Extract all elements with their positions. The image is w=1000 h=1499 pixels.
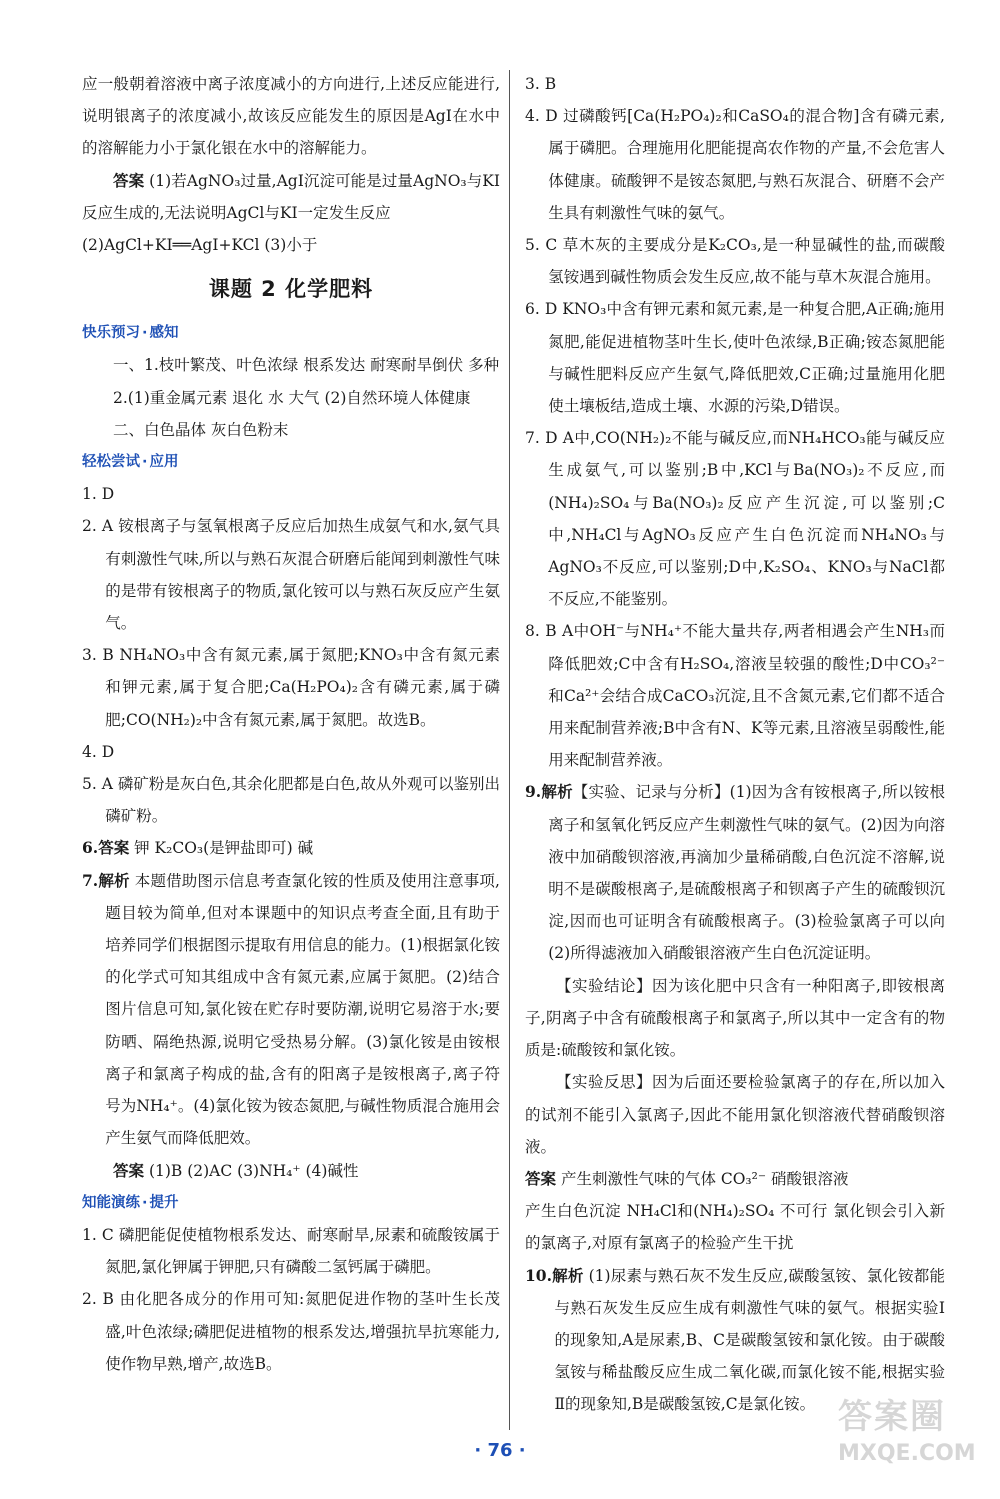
section-subtitle: 提升 <box>149 1194 179 1211</box>
preview-item-2: 2.(1)重金属元素 退化 水 大气 (2)自然环境人体健康 <box>113 388 471 407</box>
watermark-text: 答案圈 <box>838 1397 946 1437</box>
question-7-answer <box>82 1155 500 1187</box>
section-heading-practice <box>82 1187 500 1219</box>
section-title: 知能演练 <box>82 1194 140 1211</box>
question-2: 2. A 铵根离子与氢氧根离子反应后加热生成氨气和水,氨气具有刺激性气味,所以与熟石灰混合研磨后能闻到刺激性气味的是带有铵根离子的物质,氯化铵可以与熟石灰反应产生氨气。 <box>82 517 500 633</box>
section-heading-try <box>82 446 500 478</box>
analysis-text: 本题借助图示信息考查氯化铵的性质及使用注意事项,题目较为简单,但对本课题中的知识点考查全面,且有助于培养同学们根据图示提取有用信息的能力。(1)根据氯化铵的化学式可知其组成中含有氮元素,应属于氮肥。(2)结合图片信息可知,氯化铵在贮存时要防潮,说明它易溶于水;要防晒、隔绝热源,说明它受热易分解。(3)氯化铵是由铵根离子和氯离子构成的盐,含有的阳离子是铵根离子,离子符号为NH₄⁺。(4)氯化铵为铵态氮肥,与碱性物质混合施用会产生氨气而降低肥效。 <box>105 871 500 1148</box>
practice-9-answer-2: 产生白色沉淀 NH₄Cl和(NH₄)₂SO₄ 不可行 氯化钡会引入新的氯离子,对原有氯离子的检验产生干扰 <box>525 1202 945 1253</box>
page-number: · 76 · <box>474 1440 526 1461</box>
answer-text: (1)B (2)AC (3)NH₄⁺ (4)碱性 <box>144 1161 359 1180</box>
experiment-conclusion: 【实验结论】因为该化肥中只含有一种阳离子,即铵根离子,阴离子中含有硫酸根离子和氯离子,所以其中一定含有的物质是:硫酸铵和氯化铵。 <box>525 976 945 1060</box>
answer-text: 钾 K₂CO₃(是钾盐即可) 碱 <box>129 839 314 858</box>
answer-label: 答案 <box>113 170 145 190</box>
answer-block <box>82 165 500 229</box>
section-separator: · <box>142 454 148 471</box>
question-number: 6. <box>82 838 99 858</box>
practice-2: 2. B 由化肥各成分的作用可知:氮肥促进作物的茎叶生长茂盛,叶色浓绿;磷肥促进植物的根系发达,增强抗旱抗寒能力,使作物早熟,增产,故选B。 <box>82 1290 500 1373</box>
section-title: 快乐预习 <box>82 325 140 342</box>
section-subtitle: 感知 <box>149 325 179 342</box>
section-separator: · <box>142 1194 148 1211</box>
analysis-text: (1)尿素与熟石灰不发生反应,碳酸氢铵、氯化铵都能与熟石灰发生反应生成有刺激性气味的氨气。根据实验Ⅰ的现象知,A是尿素,B、C是碳酸氢铵和氯化铵。由于碳酸氢铵与稀盐酸反应生成二氧化碳,而氯化铵不能,根据实验Ⅱ的现象知,B是碳酸氢铵,C是氯化铵。 <box>554 1266 945 1414</box>
watermark-url: MXQE.COM <box>838 1441 976 1466</box>
practice-9-answer <box>525 1163 945 1195</box>
preview-item-1: 一、1.枝叶繁茂、叶色浓绿 根系发达 耐寒耐旱倒伏 多种 <box>113 356 500 375</box>
section-title: 轻松尝试 <box>82 454 140 471</box>
question-number: 7. <box>82 870 99 890</box>
practice-1: 1. C 磷肥能促使植物根系发达、耐寒耐旱,尿素和硫酸铵属于氮肥,氯化钾属于钾肥,只有磷酸二氢钙属于磷肥。 <box>82 1225 500 1277</box>
answer-label: 答案 <box>525 1168 557 1188</box>
analysis-label: 解析 <box>98 870 130 890</box>
practice-9 <box>525 776 945 969</box>
analysis-label: 解析 <box>551 1265 584 1285</box>
answer-text: (1)若AgNO₃过量,AgI沉淀可能是过量AgNO₃与KI反应生成的,无法说明AgCl与KI一定发生反应 <box>82 171 500 222</box>
answer-label: 答案 <box>98 838 130 858</box>
question-number: 9. <box>525 782 542 802</box>
practice-6: 6. D KNO₃中含有钾元素和氮元素,是一种复合肥,A正确;施用氮肥,能促进植物茎叶生长,使叶色浓绿,B正确;铵态氮肥能与碱性肥料反应产生氨气,降低肥效,C正确;过量施用化肥使土壤板结,造成土壤、水源的污染,D错误。 <box>525 300 945 416</box>
right-column <box>525 68 945 1421</box>
column-divider <box>509 70 510 1430</box>
left-column <box>82 68 500 1380</box>
answer-label: 答案 <box>113 1160 145 1180</box>
section-heading-preview <box>82 317 500 349</box>
practice-7: 7. D A中,CO(NH₂)₂不能与碱反应,而NH₄HCO₃能与碱反应生成氨气,可以鉴别;B中,KCl与Ba(NO₃)₂不反应,而(NH₄)₂SO₄与Ba(NO₃)₂反应产生沉淀,可以鉴别;C中,NH₄Cl与AgNO₃反应产生白色沉淀而NH₄NO₃与AgNO₃不反应,可以鉴别;D中,K₂SO₄、KNO₃与NaCl都不反应,不能鉴别。 <box>525 429 945 609</box>
watermark-logo <box>838 1395 988 1491</box>
practice-3: 3. B <box>525 75 557 93</box>
practice-4: 4. D 过磷酸钙[Ca(H₂PO₄)₂和CaSO₄的混合物]含有磷元素,属于磷肥。合理施用化肥能提高农作物的产量,不会危害人体健康。硫酸钾不是铵态氮肥,与熟石灰混合、研磨不会产生具有刺激性气味的氨气。 <box>525 107 945 222</box>
experiment-reflection: 【实验反思】因为后面还要检验氯离子的存在,所以加入的试剂不能引入氯离子,因此不能用氯化钡溶液代替硝酸钡溶液。 <box>525 1073 945 1156</box>
lesson-title: 课题 2 化学肥料 <box>208 277 374 302</box>
practice-5: 5. C 草木灰的主要成分是K₂CO₃,是一种显碱性的盐,而碳酸氢铵遇到碱性物质会发生反应,故不能与草木灰混合施用。 <box>525 236 945 287</box>
section-separator: · <box>142 325 148 342</box>
answer-text: 产生刺激性气味的气体 CO₃²⁻ 硝酸银溶液 <box>556 1169 849 1188</box>
page-number-value: 76 <box>487 1440 513 1461</box>
answer-text-2: (2)AgCl+KI══AgI+KCl (3)小于 <box>82 236 318 255</box>
continued-text: 应一般朝着溶液中离子浓度减小的方向进行,上述反应能进行,说明银离子的浓度减小,故该反应能发生的原因是AgI在水中的溶解能力小于氯化银在水中的溶解能力。 <box>82 75 500 158</box>
analysis-text: 【实验、记录与分析】(1)因为含有铵根离子,所以铵根离子和氢氧化钙反应产生刺激性气味的氨气。(2)因为向溶液中加硝酸钡溶液,再滴加少量稀硝酸,白色沉淀不溶解,说明不是碳酸根离子,是硫酸根离子和钡离子产生的硫酸钡沉淀,因而也可证明含有硫酸根离子。(3)检验氯离子可以向(2)所得滤液加入硝酸银溶液产生白色沉淀证明。 <box>548 783 945 963</box>
preview-item-3: 二、白色晶体 灰白色粉末 <box>113 420 289 439</box>
question-6 <box>82 832 500 864</box>
question-5: 5. A 磷矿粉是灰白色,其余化肥都是白色,故从外观可以鉴别出磷矿粉。 <box>82 775 500 826</box>
section-subtitle: 应用 <box>149 454 179 471</box>
analysis-label: 解析 <box>541 782 573 802</box>
question-number: 10. <box>525 1265 552 1285</box>
question-7 <box>82 865 500 1155</box>
question-3: 3. B NH₄NO₃中含有氮元素,属于氮肥;KNO₃中含有氮元素和钾元素,属于复合肥;Ca(H₂PO₄)₂含有磷元素,属于磷肥;CO(NH₂)₂中含有氮元素,属于氮肥。故选B。 <box>82 646 500 729</box>
question-4: 4. D <box>82 742 115 761</box>
practice-8: 8. B A中OH⁻与NH₄⁺不能大量共存,两者相遇会产生NH₃而降低肥效;C中含有H₂SO₄,溶液呈较强的酸性;D中CO₃²⁻和Ca²⁺会结合成CaCO₃沉淀,且不含氮元素,它们都不适合用来配制营养液;B中含有N、K等元素,且溶液呈弱酸性,能用来配制营养液。 <box>525 622 945 770</box>
question-1: 1. D <box>82 485 115 504</box>
